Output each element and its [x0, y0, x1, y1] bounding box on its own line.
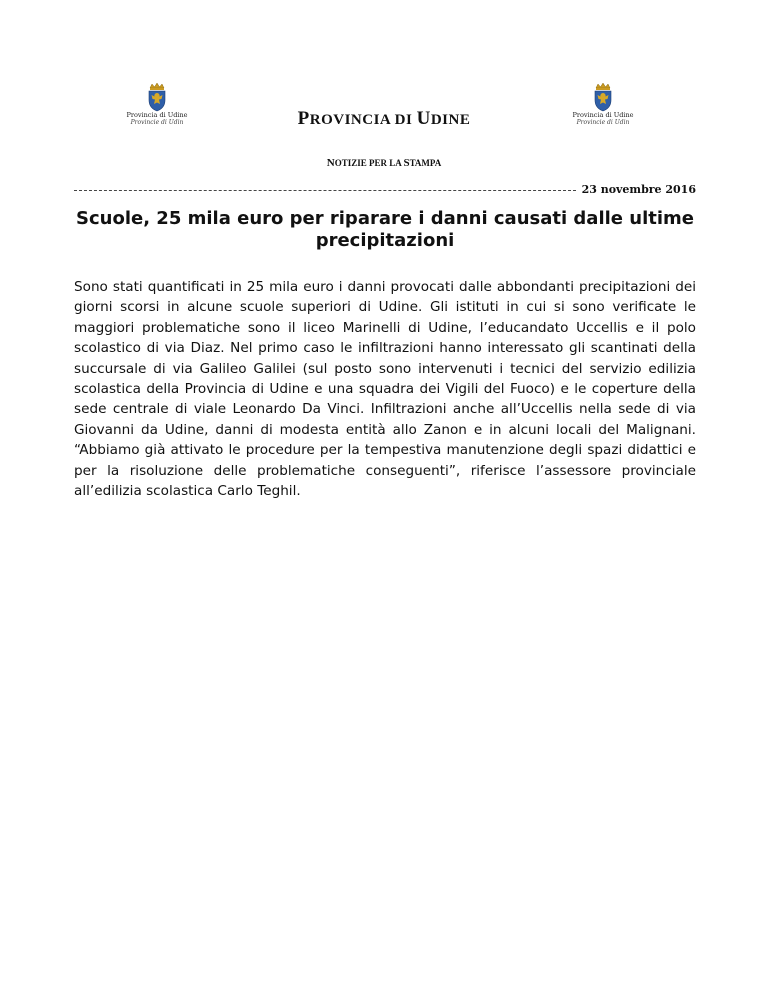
org-title-part: P [297, 108, 310, 129]
logo-subname: Provincie di Udin [576, 119, 630, 126]
publication-date: 23 novembre 2016 [581, 182, 696, 196]
organization-title [0, 108, 768, 130]
org-title-part: U [416, 108, 431, 129]
article-body: Sono stati quantificati in 25 mila euro i danni provocati dalle abbondanti precipitazioni dei giorni scorsi in alcune scuole superiori di Udine. Gli istituti in cui si sono verificate le maggiori problematiche sono il liceo Marinelli di Udine, l’educandato Uccellis e il polo scolastico di via Diaz. Nel primo caso le infiltrazioni hanno interessato gli scantinati della succursale di via Galileo Galilei (sul posto sono intervenuti i tecnici del servizio edilizia scolastica della Provincia di Udine e una squadra dei Vigili del Fuoco) e le coperture della sede centrale di viale Leonardo Da Vinci. Infiltrazioni anche all’Uccellis nella sede di via Giovanni da Udine, danni di modesta entità allo Zanon e in alcuni locali del Malignani. “Abbiamo già attivato le procedure per la tempestiva manutenzione degli spazi didattici e per la risoluzione delle problematiche conseguenti”, riferisce l’assessore provinciale all’edilizia scolastica Carlo Teghil. [74, 279, 696, 500]
date-line [74, 182, 696, 196]
subtitle-part: OTIZIE PER LA [334, 158, 404, 168]
logo-name: Provincia di Udine [572, 111, 634, 119]
subtitle-part: S [403, 157, 410, 169]
org-title-part: DINE [430, 112, 471, 128]
subtitle-part: N [326, 157, 335, 169]
logo-subname: Provincie di Udin [130, 119, 184, 126]
logo-name: Provincia di Udine [126, 111, 188, 119]
subtitle-part: TAMPA [409, 158, 442, 168]
press-release-subtitle [0, 153, 768, 171]
dashed-divider [74, 190, 576, 191]
article-headline: Scuole, 25 mila euro per riparare i danni causati dalle ultime precipitazioni [76, 208, 694, 251]
org-title-part: ROVINCIA DI [309, 112, 417, 128]
